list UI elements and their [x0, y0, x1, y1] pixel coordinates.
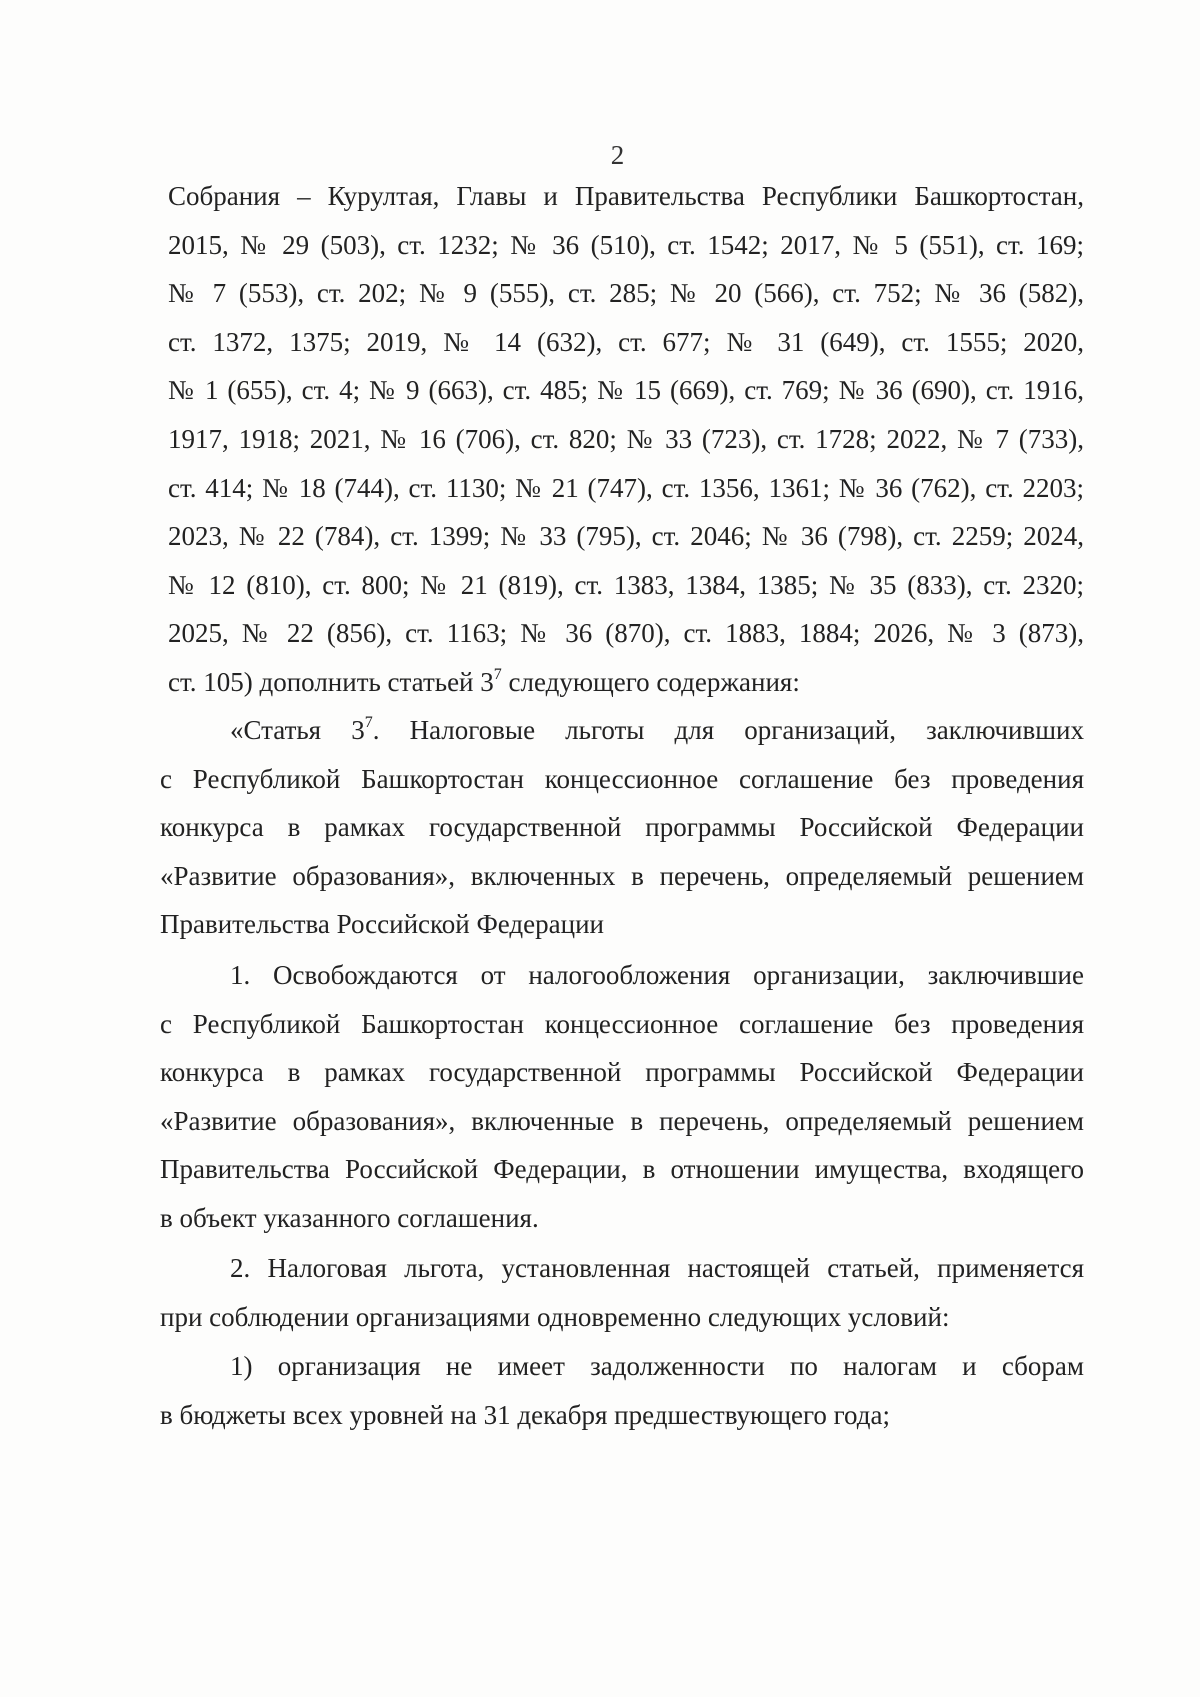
- text-fragment: 1) организация не имеет задолженности по налогам и сборам: [230, 1351, 1084, 1381]
- text-fragment: ст. 105) дополнить статьей 3: [168, 666, 494, 697]
- text-line: 2025, № 22 (856), ст. 1163; № 36 (870), ст. 1883, 1884; 2026, № 3 (873),: [168, 618, 1084, 649]
- superscript: 7: [493, 665, 502, 683]
- text-line: Собрания – Курултая, Главы и Правительства Республики Башкортостан,: [168, 181, 1084, 211]
- text-line: «Развитие образования», включенные в перечень, определяемый решением: [160, 1105, 1084, 1136]
- text-line: [168, 658, 1084, 707]
- text-line: 2023, № 22 (784), ст. 1399; № 33 (795), ст. 2046; № 36 (798), ст. 2259; 2024,: [168, 521, 1084, 552]
- text-line: [160, 706, 1084, 755]
- text-line: при соблюдении организациями одновременно следующих условий:: [160, 1301, 950, 1332]
- text-line: [160, 951, 1084, 1000]
- list-item-1: [160, 1342, 1084, 1439]
- text-line: 2015, № 29 (503), ст. 1232; № 36 (510), ст. 1542; 2017, № 5 (551), ст. 169;: [168, 229, 1084, 260]
- superscript: 7: [364, 714, 373, 731]
- text-line: с Республикой Башкортостан концессионное соглашение без проведения: [160, 763, 1084, 794]
- text-line: Правительства Российской Федерации, в отношении имущества, входящего: [160, 1154, 1084, 1185]
- paragraph-1: [160, 951, 1084, 1243]
- text-line: Правительства Российской Федерации: [160, 909, 604, 940]
- text-fragment: «Статья 3: [230, 715, 365, 745]
- text-line: конкурса в рамках государственной программы Российской Федерации: [160, 812, 1084, 843]
- text-line: № 12 (810), ст. 800; № 21 (819), ст. 1383, 1384, 1385; № 35 (833), ст. 2320;: [168, 569, 1084, 600]
- text-line: № 7 (553), ст. 202; № 9 (555), ст. 285; № 20 (566), ст. 752; № 36 (582),: [168, 278, 1084, 309]
- text-fragment: 2. Налоговая льгота, установленная настоящей статьей, применяется: [230, 1253, 1084, 1283]
- text-line: ст. 1372, 1375; 2019, № 14 (632), ст. 677; № 31 (649), ст. 1555; 2020,: [168, 326, 1084, 357]
- page-number: 2: [610, 140, 625, 170]
- text-line: конкурса в рамках государственной программы Российской Федерации: [160, 1057, 1084, 1088]
- text-line: [160, 1342, 1084, 1391]
- text-line: [160, 1244, 1084, 1293]
- paragraph-2: [160, 1244, 1084, 1341]
- article-heading: [160, 706, 1084, 949]
- text-fragment: следующего содержания:: [501, 666, 800, 697]
- text-line: в объект указанного соглашения.: [160, 1202, 539, 1233]
- text-line: № 1 (655), ст. 4; № 9 (663), ст. 485; № 15 (669), ст. 769; № 36 (690), ст. 1916,: [168, 375, 1084, 406]
- text-line: в бюджеты всех уровней на 31 декабря предшествующего года;: [160, 1399, 890, 1430]
- text-line: «Развитие образования», включенных в перечень, определяемый решением: [160, 860, 1084, 891]
- preamble-paragraph: [168, 172, 1084, 707]
- text-line: ст. 414; № 18 (744), ст. 1130; № 21 (747), ст. 1356, 1361; № 36 (762), ст. 2203;: [168, 472, 1084, 503]
- text-fragment: 1. Освобождаются от налогообложения организации, заключившие: [230, 960, 1084, 990]
- text-line: 1917, 1918; 2021, № 16 (706), ст. 820; № 33 (723), ст. 1728; 2022, № 7 (733),: [168, 423, 1084, 454]
- text-fragment: . Налоговые льготы для организаций, заключивших: [372, 715, 1084, 745]
- text-line: с Республикой Башкортостан концессионное соглашение без проведения: [160, 1008, 1084, 1039]
